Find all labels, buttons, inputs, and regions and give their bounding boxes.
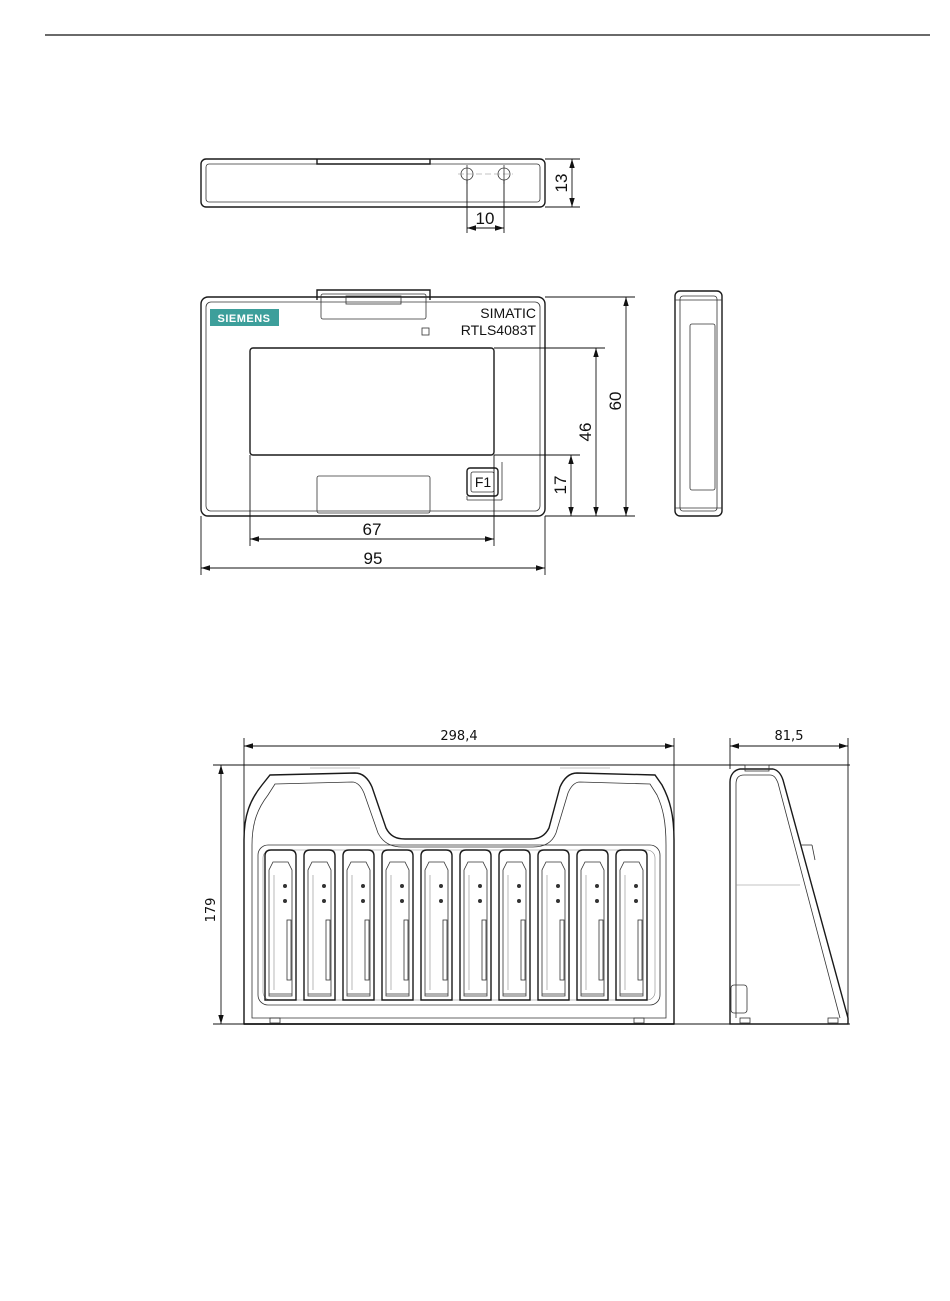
dim-label-179: 179 xyxy=(204,897,219,923)
model-line-1: SIMATIC xyxy=(480,305,536,321)
tag-top-view xyxy=(201,159,545,207)
dimension-top-height xyxy=(545,159,580,207)
f1-label: F1 xyxy=(474,474,492,490)
dim-label-67: 67 xyxy=(362,520,382,539)
charger-slot xyxy=(343,850,374,1000)
dim-label-95: 95 xyxy=(363,549,383,568)
tag-front-view xyxy=(201,290,545,516)
dimension-bottom-offset xyxy=(494,455,580,516)
charger-slot xyxy=(616,850,647,1000)
charger-slots xyxy=(265,850,647,1000)
model-line-2: RTLS4083T xyxy=(460,322,536,338)
dim-label-13: 13 xyxy=(552,173,571,193)
dimension-display-height xyxy=(494,348,605,516)
dim-label-298-4: 298,4 xyxy=(440,729,478,744)
charger-slot xyxy=(499,850,530,1000)
dim-label-46: 46 xyxy=(576,422,595,442)
dim-label-81-5: 81,5 xyxy=(774,729,804,744)
dimension-display-width xyxy=(250,455,494,546)
charger-slot xyxy=(304,850,335,1000)
dim-label-17: 17 xyxy=(551,475,570,495)
dim-label-60: 60 xyxy=(606,391,625,411)
charger-slot xyxy=(265,850,296,1000)
charger-front-view xyxy=(244,768,674,1024)
siemens-logo-text: SIEMENS xyxy=(217,313,271,325)
charger-slot xyxy=(577,850,608,1000)
dimension-charger-height xyxy=(204,765,850,1024)
tag-side-view xyxy=(675,291,722,516)
dim-label-10: 10 xyxy=(475,209,495,228)
charger-side-view xyxy=(730,765,848,1024)
charger-slot xyxy=(460,850,491,1000)
charger-slot xyxy=(421,850,452,1000)
charger-slot xyxy=(538,850,569,1000)
charger-slot xyxy=(382,850,413,1000)
